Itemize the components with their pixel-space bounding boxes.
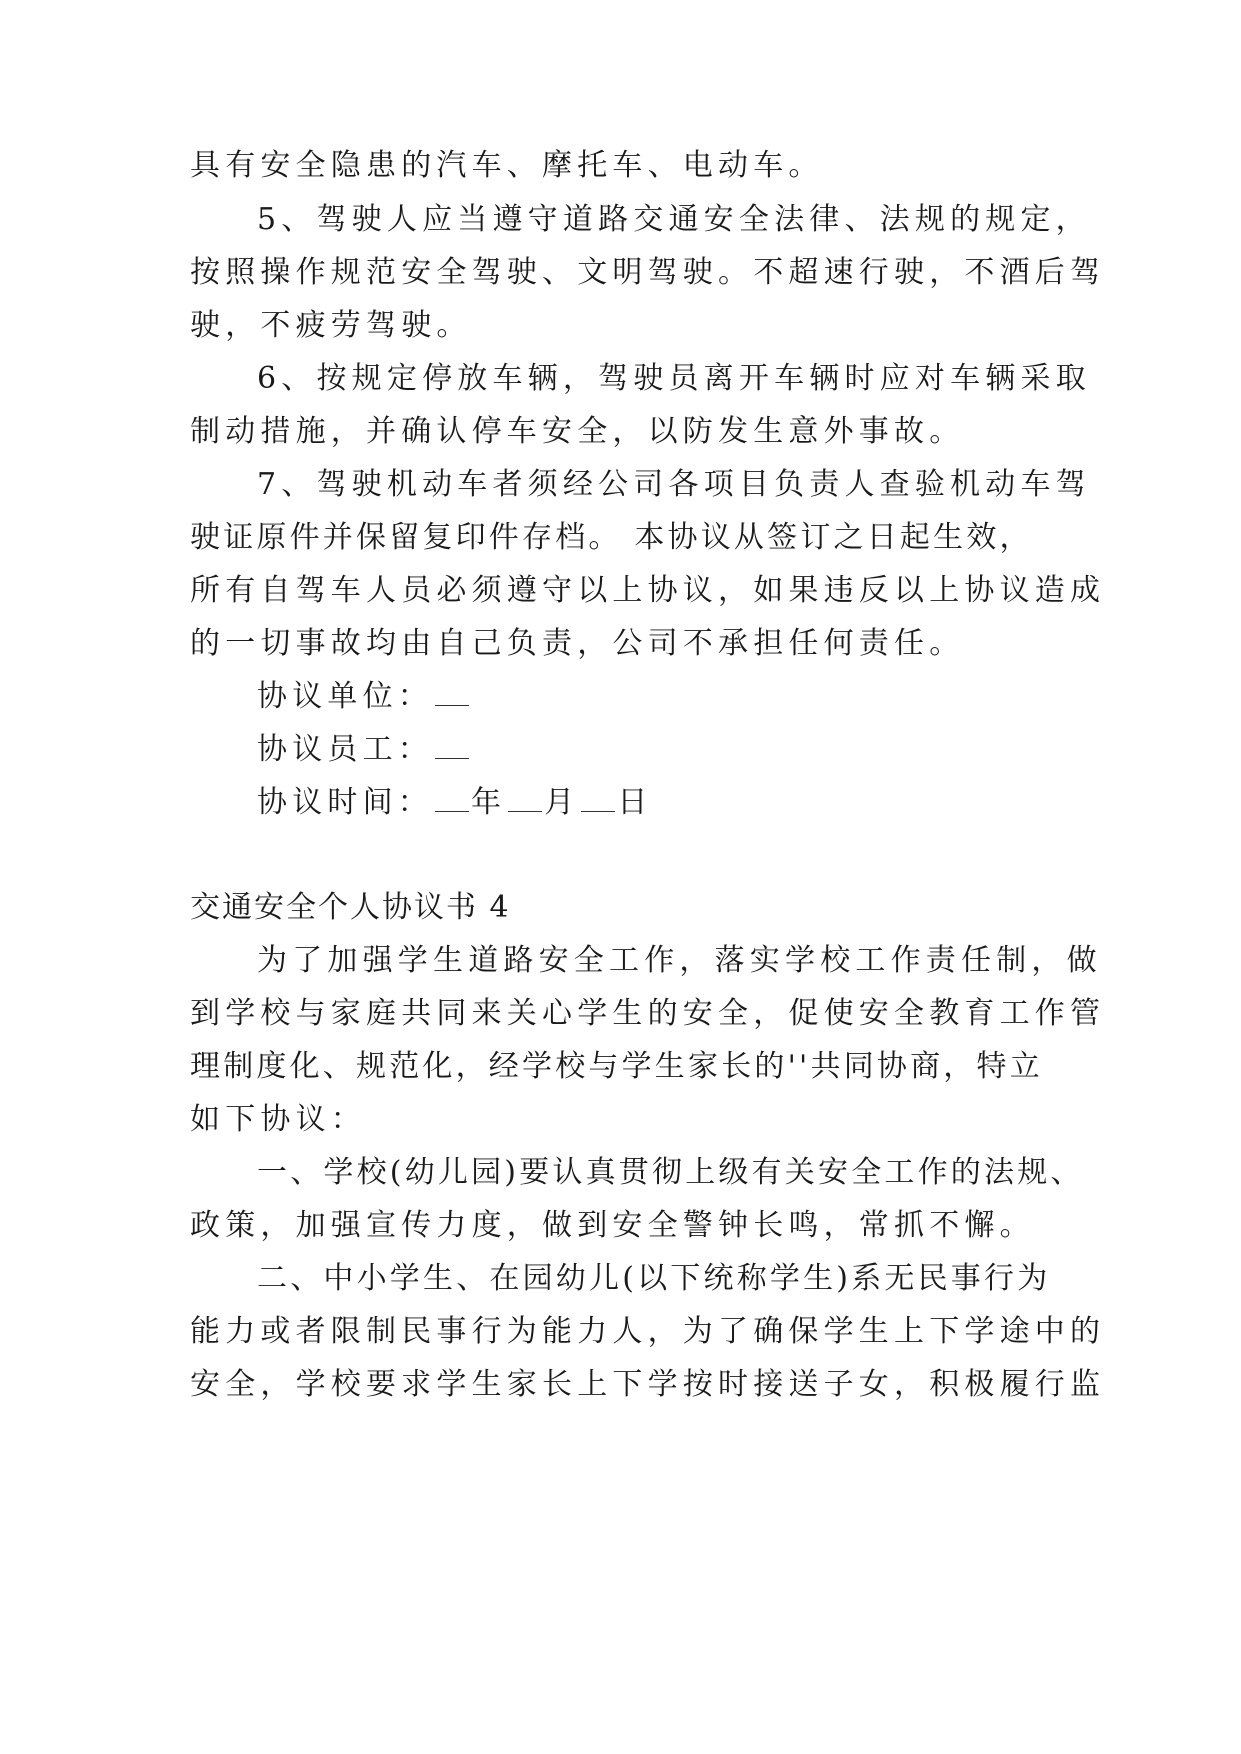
section-4-title: 交通安全个人协议书 4: [190, 890, 511, 925]
signature-unit: [257, 677, 1050, 717]
intro-line-3: 理制度化、规范化，经学校与学生家长的''共同协商，特立: [190, 1049, 1043, 1084]
item-7-line-4: 的一切事故均由自己负责，公司不承担任何责任。: [190, 626, 965, 661]
item-6-line-2: 制动措施，并确认停车安全，以防发生意外事故。: [190, 414, 965, 449]
year-label: 年: [471, 785, 507, 820]
item-7-line-1: 7、驾驶机动车者须经公司各项目负责人查验机动车驾: [257, 467, 1091, 502]
signature-staff-label: 协议员工：: [257, 732, 433, 767]
clause-2-line-3: 安全，学校要求学生家长上下学按时接送子女，积极履行监: [190, 1367, 1106, 1402]
signature-unit-blank: [435, 679, 469, 706]
clause-1-line-1: 一、学校(幼儿园)要认真贯彻上级有关安全工作的法规、: [257, 1155, 1084, 1190]
item-7-line-2: 驶证原件并保留复印件存档。 本协议从签订之日起生效，: [190, 520, 1033, 555]
month-blank: [508, 785, 542, 812]
clause-1-line-2: 政策，加强宣传力度，做到安全警钟长鸣，常抓不懈。: [190, 1208, 1035, 1243]
intro-line-1: 为了加强学生道路安全工作，落实学校工作责任制，做: [257, 943, 1102, 978]
intro-line-2: 到学校与家庭共同来关心学生的安全，促使安全教育工作管: [190, 996, 1106, 1031]
item-5-line-2: 按照操作规范安全驾驶、文明驾驶。不超速行驶，不酒后驾: [190, 255, 1106, 290]
intro-line-4: 如下协议：: [190, 1102, 366, 1137]
item-7-line-3: 所有自驾车人员必须遵守以上协议，如果违反以上协议造成: [190, 573, 1106, 608]
day-label: 日: [617, 785, 653, 820]
paragraph-line: 具有安全隐患的汽车、摩托车、电动车。: [190, 148, 824, 183]
item-5-line-3: 驶，不疲劳驾驶。: [190, 308, 472, 343]
signature-staff: [257, 730, 1050, 770]
day-blank: [581, 785, 615, 812]
signature-time: [257, 783, 1050, 823]
signature-unit-label: 协议单位：: [257, 679, 433, 714]
item-5-line-1: 5、驾驶人应当遵守道路交通安全法律、法规的规定，: [257, 202, 1091, 237]
signature-staff-blank: [435, 732, 469, 759]
item-6-line-1: 6、按规定停放车辆，驾驶员离开车辆时应对车辆采取: [257, 361, 1091, 396]
month-label: 月: [544, 785, 580, 820]
signature-time-label: 协议时间：: [257, 785, 433, 820]
year-blank: [435, 785, 469, 812]
clause-2-line-2: 能力或者限制民事行为能力人，为了确保学生上下学途中的: [190, 1314, 1106, 1349]
clause-2-line-1: 二、中小学生、在园幼儿(以下统称学生)系无民事行为: [257, 1261, 1051, 1296]
